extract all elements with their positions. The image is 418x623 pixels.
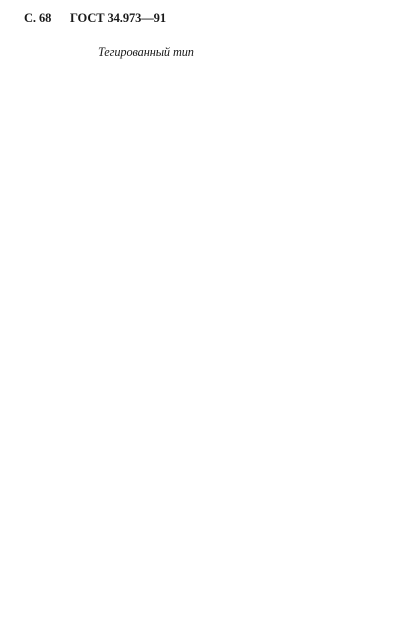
page-number: С. 68 <box>24 11 52 25</box>
section-title: Тегированный тип <box>98 45 194 59</box>
standard-code: ГОСТ 34.973—91 <box>70 11 166 25</box>
